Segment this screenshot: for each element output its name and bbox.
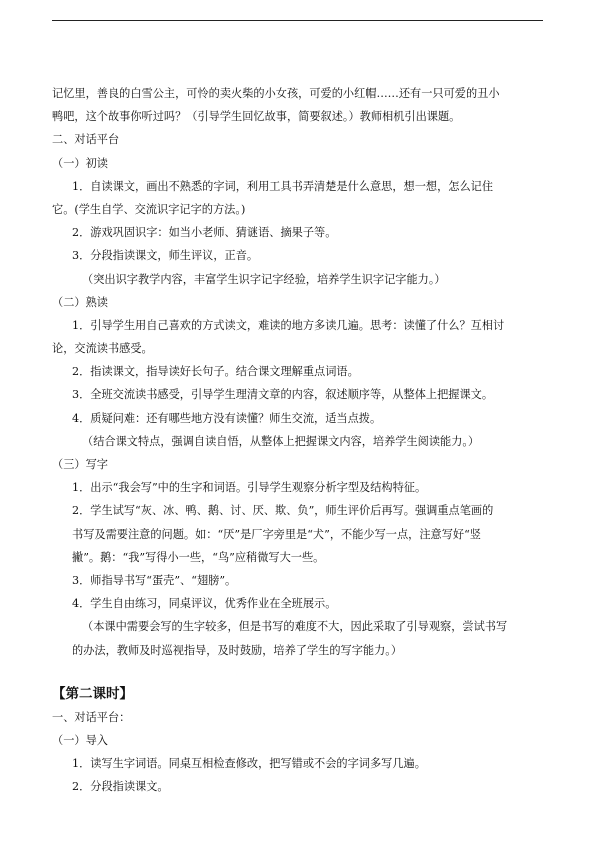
document-body [52,82,547,798]
text-line: 2．分段指读课文。 [72,780,169,794]
text-line: 论，交流读书感受。 [52,342,153,356]
text-line: 撇”。鹅：“我”写得小一些，“鸟”应稍微写大一些。 [72,550,325,564]
text-line: 4．质疑问难：还有哪些地方没有读懂？师生交流，适当点拨。 [72,411,382,425]
text-line: 2．指读课文，指导读好长句子。结合课文理解重点词语。 [72,365,359,379]
lesson-two-section [52,706,547,799]
text-line: 1．出示“我会写”中的生字和词语。引导学生观察分析字型及结构特征。 [72,481,427,495]
text-line: （三）写字 [52,458,108,471]
lesson-one-section [52,82,547,662]
text-line: （本课中需要会写的生字较多，但是书写的难度不大，因此采取了引导观察，尝试书写 [82,620,508,634]
text-line: 一、对话平台： [52,710,131,724]
text-line: 的办法，教师及时巡视指导，及时鼓励，培养了学生的写字能力。） [72,643,403,657]
text-line: （结合课文特点，强调自读自悟，从整体上把握课文内容，培养学生阅读能力。） [82,434,480,448]
text-line: （突出识字教学内容，丰富学生识字记字经验，培养学生识字记字能力。） [82,272,446,286]
text-line: （一）初读 [52,156,108,170]
text-line: 4．学生自由练习，同桌评议，优秀作业在全班展示。 [72,597,337,611]
text-line: 3．分段指读课文，师生评议，正音。 [72,249,259,263]
text-line: 1．自读课文，画出不熟悉的字词，利用工具书弄清楚是什么意思，想一想，怎么记住 [72,179,494,193]
lesson-heading: 【第二课时】 [52,685,133,702]
text-line: 记忆里，善良的白雪公主，可怜的卖火柴的小女孩，可爱的小红帽……还有一只可爱的丑小 [52,87,500,100]
text-line: 3．师指导书写“蛋壳”、“翅膀”。 [72,573,237,587]
text-line: 鸭吧，这个故事你听过吗？（引导学生回忆故事，简要叙述。）教师相机引出课题。 [52,110,461,124]
text-line: （二）熟读 [52,295,108,309]
text-line: 它。(学生自学、交流识字记字的方法。) [52,202,246,216]
text-line: （一）导入 [52,733,108,747]
header-rule [52,20,543,21]
text-line: 书写及需要注意的问题。如：“厌”是厂字旁里是“犬”，不能少写一点，注意写好“竖 [72,527,481,541]
text-line: 2．游戏巩固识字：如当小老师、猜谜语、摘果子等。 [72,226,337,240]
text-line: 1．引导学生用自己喜欢的方式读文，难读的地方多读几遍。思考：读懂了什么？互相讨 [72,318,505,332]
text-line: 1．读写生字词语。同桌互相检查修改，把写错或不会的字词多写几遍。 [72,757,426,771]
text-line: 3．全班交流读书感受，引导学生理清文章的内容，叙述顺序等，从整体上把握课文。 [72,388,494,402]
text-line: 2．学生试写“灰、冰、鸭、鹅、讨、厌、欺、负”，师生评价后再写。强调重点笔画的 [72,504,494,518]
text-line: 二、对话平台 [52,133,120,147]
